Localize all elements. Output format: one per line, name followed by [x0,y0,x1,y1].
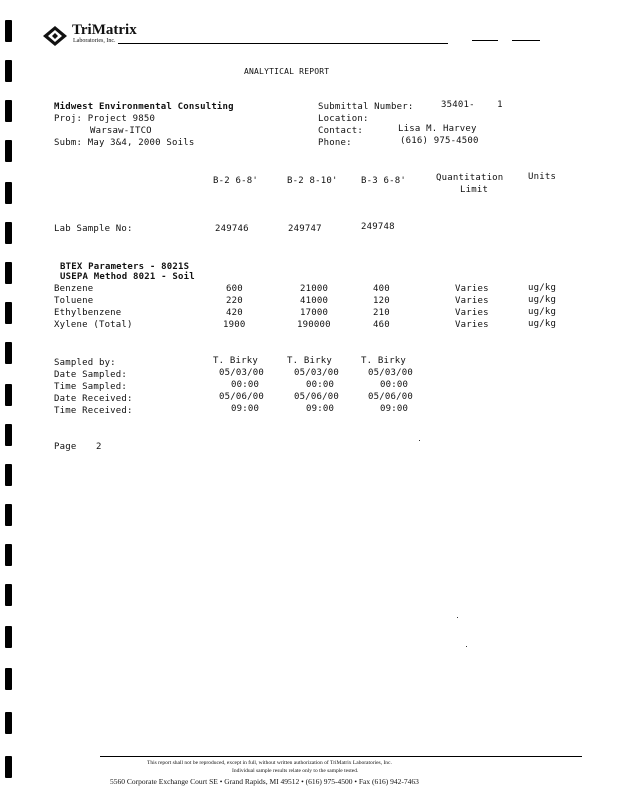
contact-value: Lisa M. Harvey [398,124,477,134]
brand-subname: Laboratories, Inc. [73,38,116,44]
phone-value: (616) 975-4500 [400,136,479,146]
sampling-value: 05/03/00 [294,368,339,378]
report-title: ANALYTICAL REPORT [244,67,330,76]
analyte-name: Ethylbenzene [54,308,122,318]
sampling-value: T. Birky [361,356,406,366]
page-number: 2 [96,442,102,452]
sampling-value: 05/06/00 [219,392,264,402]
sampling-value: 00:00 [380,380,409,390]
sampling-label: Date Sampled: [54,370,128,380]
analyte-units: ug/kg [528,295,557,305]
project-line: Proj: Project 9850 [54,114,156,124]
section-method: USEPA Method 8021 - Soil [60,272,195,282]
sampling-value: T. Birky [213,356,258,366]
analyte-value: 210 [373,308,390,318]
analyte-limit: Varies [455,284,489,294]
column-header-sample-1: B-2 6-8' [213,176,258,186]
lab-sample-value: 249746 [215,224,249,234]
footer-disclaimer-2: Individual sample results relate only to the sample tested. [232,768,359,774]
column-header-qlimit-2: Limit [460,185,489,195]
sampling-value: 09:00 [380,404,409,414]
header-rule-short-1 [472,40,498,41]
contact-label: Contact: [318,126,363,136]
analyte-limit: Varies [455,296,489,306]
submittal-value: 35401- 1 [441,100,503,110]
section-title: BTEX Parameters - 8021S [60,262,190,272]
analyte-value: 17000 [300,308,329,318]
submittal-label: Submittal Number: [318,102,414,112]
trimatrix-logo-icon [42,25,68,47]
analyte-value: 190000 [297,320,331,330]
sampling-value: 09:00 [306,404,335,414]
column-header-sample-2: B-2 8-10' [287,176,338,186]
analyte-units: ug/kg [528,319,557,329]
page-label: Page [54,442,77,452]
footer-disclaimer: This report shall not be reproduced, except in full, without written authorization of TriMatrix Laboratories, Inc. [147,760,392,766]
sampling-label: Sampled by: [54,358,116,368]
analyte-value: 420 [226,308,243,318]
sampling-label: Date Received: [54,394,133,404]
scan-speck [457,617,458,618]
header-rule-short-2 [512,40,540,41]
analyte-value: 21000 [300,284,329,294]
analyte-name: Xylene (Total) [54,320,133,330]
analyte-value: 120 [373,296,390,306]
column-header-sample-3: B-3 6-8' [361,176,406,186]
lab-sample-label: Lab Sample No: [54,224,133,234]
submitted-line: Subm: May 3&4, 2000 Soils [54,138,195,148]
analyte-value: 600 [226,284,243,294]
footer-address: 5560 Corporate Exchange Court SE • Grand Rapids, MI 49512 • (616) 975-4500 • Fax (616) 942-7463 [110,777,419,786]
column-header-qlimit: Quantitation [436,173,504,183]
lab-sample-value: 249748 [361,222,395,232]
analyte-value: 400 [373,284,390,294]
analyte-units: ug/kg [528,307,557,317]
footer-rule [100,756,582,757]
header-rule [118,43,448,44]
sampling-label: Time Received: [54,406,133,416]
analyte-limit: Varies [455,320,489,330]
column-header-units: Units [528,172,557,182]
analyte-value: 41000 [300,296,329,306]
sampling-label: Time Sampled: [54,382,128,392]
analyte-value: 220 [226,296,243,306]
sampling-value: 05/06/00 [368,392,413,402]
scan-speck [419,440,420,441]
sampling-value: 05/03/00 [368,368,413,378]
site-line: Warsaw-ITCO [90,126,152,136]
analyte-name: Toluene [54,296,94,306]
location-label: Location: [318,114,369,124]
sampling-value: 05/03/00 [219,368,264,378]
sampling-value: 00:00 [231,380,260,390]
analyte-units: ug/kg [528,283,557,293]
scan-speck [466,646,467,647]
sampling-value: 00:00 [306,380,335,390]
analyte-value: 460 [373,320,390,330]
sampling-value: T. Birky [287,356,332,366]
sampling-value: 05/06/00 [294,392,339,402]
analyte-value: 1900 [223,320,246,330]
phone-label: Phone: [318,138,352,148]
sampling-value: 09:00 [231,404,260,414]
client-name: Midwest Environmental Consulting [54,102,234,112]
analyte-name: Benzene [54,284,94,294]
brand-name: TriMatrix [72,22,137,38]
analyte-limit: Varies [455,308,489,318]
lab-sample-value: 249747 [288,224,322,234]
